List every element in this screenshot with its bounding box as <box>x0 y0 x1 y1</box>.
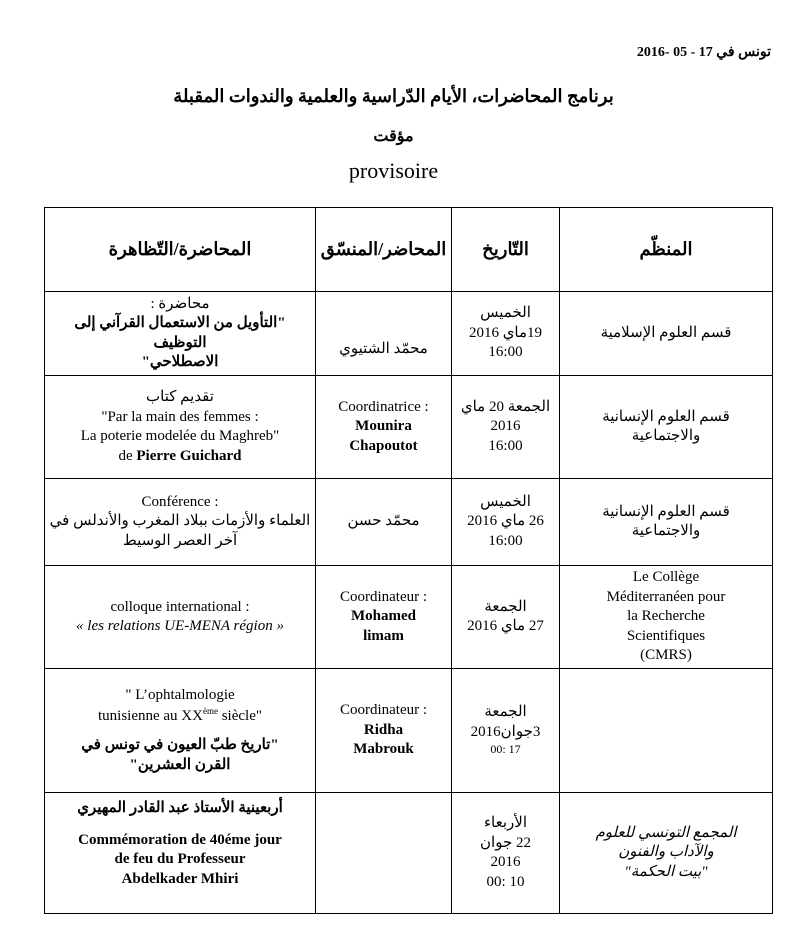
event-line: "تاريخ طبّ العيون في تونس في <box>81 737 279 753</box>
event-line: محاضرة : <box>150 295 210 312</box>
speaker-role: Coordinateur : <box>339 702 428 719</box>
speaker-line: محمّد حسن <box>347 513 420 530</box>
document-subtitle: مؤقت <box>373 128 414 145</box>
date-line: 22 جوان <box>480 834 531 851</box>
event-cell <box>45 669 316 793</box>
speaker-cell <box>316 793 452 914</box>
date-line: الجمعة <box>484 598 527 615</box>
date-line: 2016 <box>490 418 521 435</box>
header-speaker: المحاضر/المنسّق <box>316 208 452 292</box>
date-line: 3جوان2016 <box>470 723 541 740</box>
event-cell <box>45 292 316 376</box>
speaker-line: Mabrouk <box>353 741 414 758</box>
speaker-cell <box>316 566 452 669</box>
header-date: التّاريخ <box>452 208 560 292</box>
event-line: de <box>118 447 133 464</box>
event-cell <box>45 479 316 566</box>
date-cell <box>452 479 560 566</box>
organizer-line: والاجتماعية <box>631 523 701 539</box>
header-organizer: المنظّم <box>560 208 773 292</box>
event-line: الاصطلاحي" <box>141 354 219 370</box>
organizer-line: والاجتماعية <box>631 428 701 444</box>
event-line: تقديم كتاب <box>146 389 214 405</box>
date-cell <box>452 376 560 479</box>
date-line: الخميس <box>480 493 531 510</box>
date-line: 26 ماي 2016 <box>467 513 544 530</box>
speaker-cell <box>316 479 452 566</box>
date-cell <box>452 669 560 793</box>
speaker-cell <box>316 376 452 479</box>
speaker-cell <box>316 669 452 793</box>
speaker-role: Coordinatrice : <box>338 398 429 415</box>
organizer-line: Le Collège <box>632 569 700 586</box>
provisional-label: provisoire <box>348 158 439 183</box>
speaker-line: Mounira <box>355 418 412 435</box>
organizer-line: "بيت الحكمة" <box>624 863 708 880</box>
table-row <box>45 376 773 479</box>
table-header-row <box>45 208 773 292</box>
date-cell <box>452 566 560 669</box>
event-line: de feu du Professeur <box>114 851 246 867</box>
organizer-line: la Recherche <box>627 608 705 625</box>
speaker-line: Ridha <box>363 721 404 738</box>
organizer-cell <box>560 566 773 669</box>
date-line: 10 :00 <box>486 873 525 890</box>
table-row <box>45 292 773 376</box>
speaker-role: Coordinateur : <box>339 588 428 605</box>
event-line: " L’ophtalmologie <box>125 687 235 703</box>
date-line: 19ماي 2016 <box>468 324 543 341</box>
speaker-line: limam <box>363 627 404 644</box>
event-superscript: ème <box>202 705 218 716</box>
organizer-line: (CMRS) <box>640 647 692 664</box>
event-line: Commémoration de 40éme jour <box>78 831 282 848</box>
event-cell <box>45 793 316 914</box>
date-line: 16:00 <box>488 532 523 549</box>
organizer-line: قسم العلوم الإسلامية <box>600 324 732 341</box>
table-row <box>45 566 773 669</box>
organizer-cell <box>560 669 773 793</box>
program-table <box>44 207 773 914</box>
event-line: القرن العشرين" <box>129 756 231 773</box>
date-line: 17 :00 <box>490 742 521 757</box>
date-line: الخميس <box>480 305 531 322</box>
organizer-line: Scientifiques <box>626 627 706 644</box>
document-title: برنامج المحاضرات، الأيام الدّراسية والعلمية والندوات المقبلة <box>173 86 614 106</box>
organizer-cell <box>560 292 773 376</box>
date-line: الجمعة 20 ماي <box>460 398 551 415</box>
organizer-line: المجمع التونسي للعلوم <box>595 824 737 841</box>
table-row <box>45 479 773 566</box>
event-line: "التأويل من الاستعمال القرآني إلى التوظيف <box>74 315 286 351</box>
organizer-line: قسم العلوم الإنسانية <box>602 503 730 520</box>
organizer-line: قسم العلوم الإنسانية <box>602 408 730 425</box>
speaker-cell <box>316 292 452 376</box>
event-line: "Par la main des femmes : <box>101 408 259 425</box>
event-line: tunisienne au XX <box>97 707 203 724</box>
date-line: 2016 <box>490 854 521 870</box>
event-line: Conférence : <box>141 493 219 510</box>
speaker-line: Mohamed <box>351 608 416 625</box>
speaker-line: Chapoutot <box>349 437 418 454</box>
speaker-line: محمّد الشتيوي <box>339 340 428 357</box>
date-line: 27 ماي 2016 <box>467 618 544 634</box>
table-row <box>45 669 773 793</box>
event-line: العلماء والأزمات ببلاد المغرب والأندلس في <box>49 513 311 530</box>
event-line: آخر العصر الوسيط <box>122 532 238 549</box>
organizer-cell <box>560 793 773 914</box>
organizer-line: والآداب والفنون <box>618 844 714 861</box>
date-line: 16:00 <box>488 437 523 454</box>
event-line: « les relations UE-MENA région » <box>76 618 284 634</box>
header-event: المحاضرة/التّظاهرة <box>45 208 316 292</box>
event-line: Abdelkader Mhiri <box>121 870 239 887</box>
event-cell <box>45 376 316 479</box>
event-line: colloque international : <box>110 598 250 615</box>
organizer-cell <box>560 376 773 479</box>
date-cell <box>452 292 560 376</box>
event-line: siècle" <box>217 707 262 724</box>
date-line: الأربعاء <box>483 815 527 831</box>
date-line: الجمعة <box>484 704 527 721</box>
organizer-line: Méditerranéen pour <box>606 588 726 605</box>
date-line: 16:00 <box>488 344 523 361</box>
table-row <box>45 793 773 914</box>
event-line: La poterie modelée du Maghreb" <box>80 428 280 444</box>
organizer-cell <box>560 479 773 566</box>
event-cell <box>45 566 316 669</box>
date-cell <box>452 793 560 914</box>
event-line: أربعينية الأستاذ عبد القادر المهيري <box>77 800 283 816</box>
author-name: Pierre Guichard <box>136 447 242 464</box>
document-date: تونس في 17 - 05 -2016 <box>636 45 771 60</box>
